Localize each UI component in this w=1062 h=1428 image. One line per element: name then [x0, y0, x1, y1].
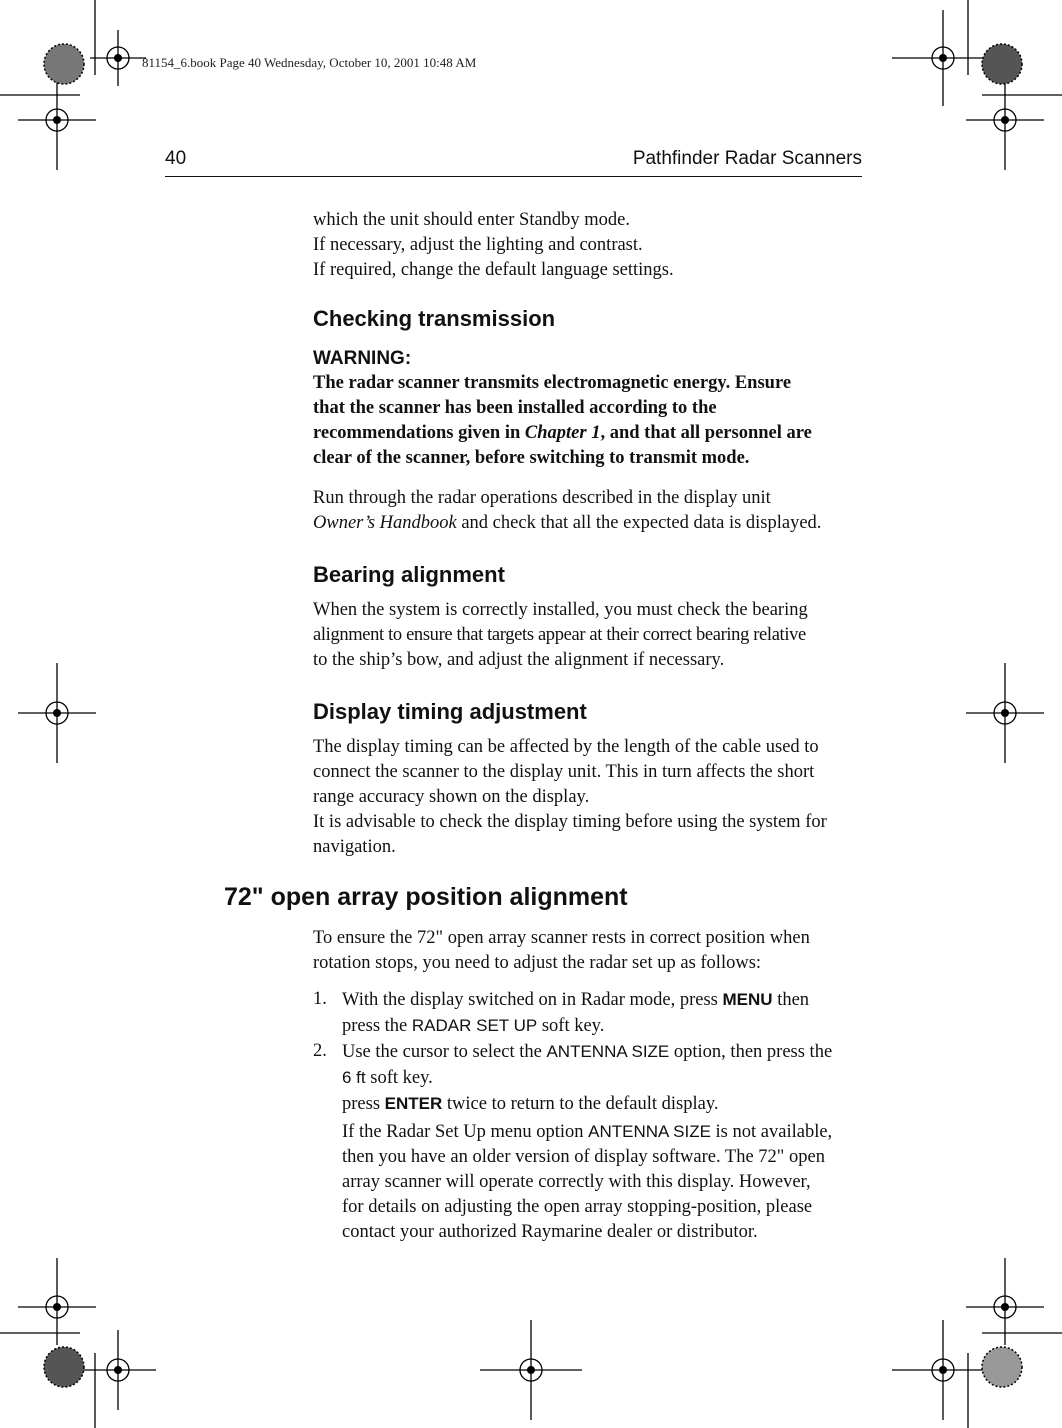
- warning-label: WARNING:: [313, 348, 412, 369]
- warning-text: , and that all personnel are: [600, 423, 812, 443]
- warning-line: that the scanner has been installed according to the: [313, 398, 717, 418]
- warning-line: [313, 421, 865, 446]
- step-text: With the display switched on in Radar mode, press: [342, 990, 723, 1010]
- timing-paragraph: [313, 735, 865, 860]
- header-rule: [165, 176, 862, 177]
- step-text: soft key.: [365, 1068, 433, 1088]
- step-text: soft key.: [537, 1016, 605, 1036]
- body-line: navigation.: [313, 837, 396, 857]
- array-intro: [313, 926, 865, 976]
- key-enter: ENTER: [384, 1094, 443, 1113]
- key-menu: MENU: [722, 990, 773, 1009]
- step-text: Use the cursor to select the: [342, 1042, 547, 1062]
- step-1: [313, 987, 865, 1039]
- step-text: is not available,: [710, 1122, 833, 1142]
- checking-body: [313, 486, 865, 536]
- step-text: press the: [342, 1016, 412, 1036]
- step-line: [342, 1039, 865, 1065]
- body-line: When the system is correctly installed, you must check the bearing: [313, 600, 808, 620]
- step-number: 2.: [313, 1041, 327, 1061]
- running-header-title: Pathfinder Radar Scanners: [632, 148, 862, 169]
- step-line: then you have an older version of display software. The 72" open: [342, 1147, 825, 1167]
- step-text: twice to return to the default display.: [442, 1094, 719, 1114]
- step-text: then: [772, 990, 810, 1010]
- step-line: [342, 1119, 865, 1145]
- body-line: alignment to ensure that targets appear at their correct bearing relative: [313, 625, 806, 645]
- warning-line: clear of the scanner, before switching to transmit mode.: [313, 448, 750, 468]
- step-line: [342, 1091, 865, 1117]
- step-2: [313, 1039, 865, 1245]
- step-number: 1.: [313, 989, 327, 1009]
- section-heading-checking-transmission: Checking transmission: [313, 306, 556, 331]
- warning-block: [313, 346, 865, 471]
- page-number: 40: [165, 148, 187, 169]
- body-line: [313, 511, 865, 536]
- step-text: option, then press the: [669, 1042, 833, 1062]
- section-heading-open-array: 72" open array position alignment: [224, 883, 628, 911]
- body-line: Run through the radar operations described in the display unit: [313, 488, 771, 508]
- warning-line: The radar scanner transmits electromagnetic energy. Ensure: [313, 373, 792, 393]
- step-line: [342, 1065, 865, 1091]
- option-antenna-size: ANTENNA SIZE: [588, 1122, 711, 1141]
- body-line: The display timing can be affected by the length of the cable used to: [313, 737, 819, 757]
- bearing-paragraph: [313, 598, 865, 673]
- body-line: to the ship’s bow, and adjust the alignment if necessary.: [313, 650, 725, 670]
- step-line: array scanner will operate correctly with this display. However,: [342, 1172, 811, 1192]
- intro-line: which the unit should enter Standby mode.: [313, 210, 631, 230]
- section-heading-bearing-alignment: Bearing alignment: [313, 562, 505, 587]
- book-slug: 81154_6.book Page 40 Wednesday, October 10, 2001 10:48 AM: [142, 55, 477, 70]
- body-line: rotation stops, you need to adjust the radar set up as follows:: [313, 953, 762, 973]
- step-line: [342, 987, 865, 1013]
- warning-text: recommendations given in: [313, 423, 525, 443]
- chapter-reference: Chapter 1: [524, 423, 601, 443]
- intro-paragraph: [313, 208, 865, 283]
- step-line: contact your authorized Raymarine dealer or distributor.: [342, 1222, 758, 1242]
- step-line: for details on adjusting the open array stopping-position, please: [342, 1197, 813, 1217]
- step-line: [342, 1013, 865, 1039]
- body-line: connect the scanner to the display unit. This in turn affects the short: [313, 762, 815, 782]
- body-line: range accuracy shown on the display.: [313, 787, 590, 807]
- softkey-6ft: 6 ft: [342, 1068, 366, 1087]
- intro-line: If required, change the default language settings.: [313, 260, 674, 280]
- option-antenna-size: ANTENNA SIZE: [546, 1042, 670, 1061]
- softkey-radar-set-up: RADAR SET UP: [411, 1016, 538, 1035]
- body-text: and check that all the expected data is displayed.: [456, 513, 822, 533]
- step-text: If the Radar Set Up menu option: [342, 1122, 589, 1142]
- section-heading-display-timing: Display timing adjustment: [313, 699, 587, 724]
- body-line: It is advisable to check the display timing before using the system for: [313, 812, 827, 832]
- step-text: press: [342, 1094, 385, 1114]
- intro-line: If necessary, adjust the lighting and contrast.: [313, 235, 643, 255]
- body-line: To ensure the 72" open array scanner rests in correct position when: [313, 928, 810, 948]
- handbook-reference: Owner’s Handbook: [313, 513, 457, 533]
